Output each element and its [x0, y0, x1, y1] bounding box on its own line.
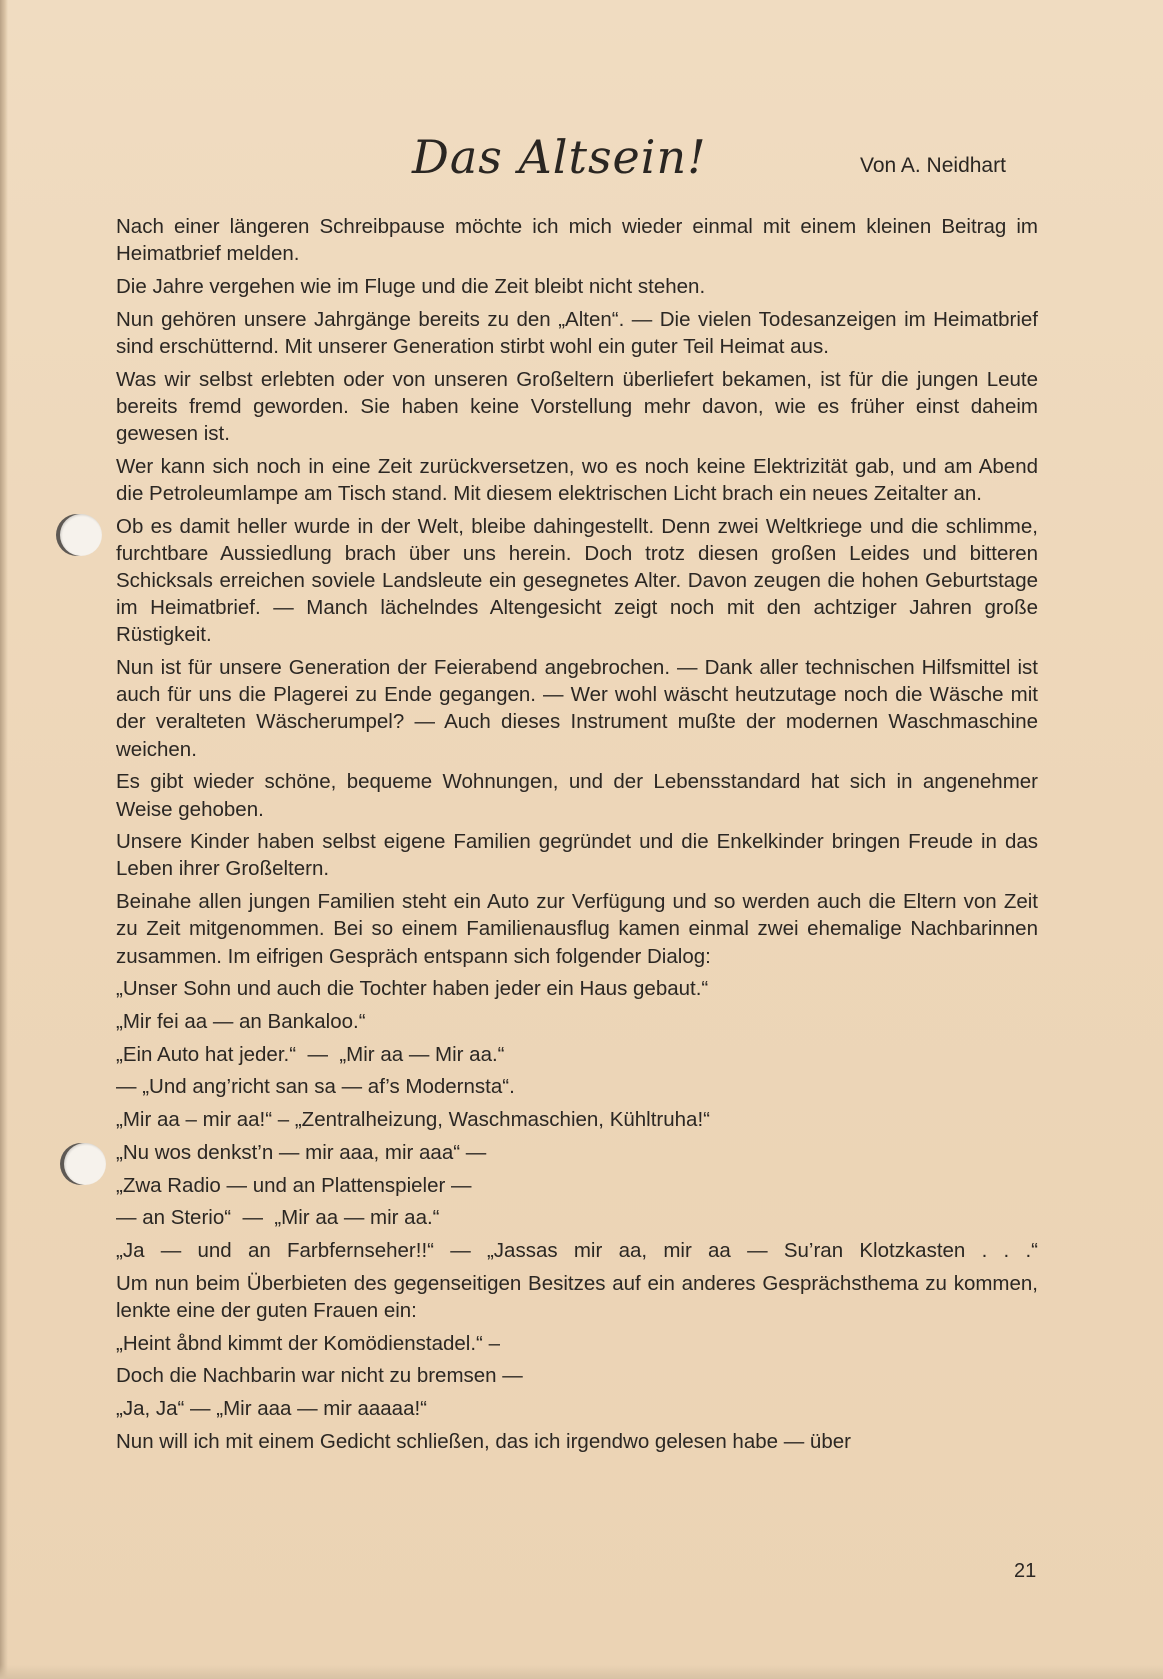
dialogue-line: — an Sterio“ — „Mir aa — mir aa.“	[116, 1206, 440, 1230]
dialogue-line: „Mir fei aa — an Bankaloo.“	[116, 1009, 366, 1033]
article-title: Das Altsein!	[412, 130, 707, 184]
paragraph: Was wir selbst erlebten oder von unseren Großeltern überliefert bekamen, ist für die jungen Leute bereits fremd geworden. Sie haben keine Vorstellung mehr davon, wie es früher einst daheim gewesen ist.	[116, 367, 1038, 445]
paragraph: Um nun beim Überbieten des gegenseitigen Besitzes auf ein anderes Gesprächsthema zu kommen, lenkte eine der guten Frauen ein:	[116, 1271, 1038, 1322]
dialogue-line: — „Und ang’richt san sa — af’s Modernsta“.	[116, 1075, 515, 1099]
paragraph: Die Jahre vergehen wie im Fluge und die Zeit bleibt nicht stehen.	[116, 274, 706, 298]
binding-edge	[0, 0, 8, 1679]
paragraph: Nun gehören unsere Jahrgänge bereits zu den „Alten“. — Die vielen Todesanzeigen im Heimatbrief sind erschütternd. Mit unserer Generation stirbt wohl ein guter Teil Heimat aus.	[116, 307, 1038, 358]
paragraph: Wer kann sich noch in eine Zeit zurückversetzen, wo es noch keine Elektrizität gab, und am Abend die Petroleumlampe am Tisch stand. Mit diesem elektrischen Licht brach ein neues Zeitalter an.	[116, 454, 1038, 505]
paragraph: Nun will ich mit einem Gedicht schließen, das ich irgendwo gelesen habe — über	[116, 1429, 851, 1453]
paragraph: Nun ist für unsere Generation der Feierabend angebrochen. — Dank aller technischen Hilfsmittel ist auch für uns die Plagerei zu Ende gegangen. — Wer wohl wäscht heutzutage noch die Wäsche mit der veralteten Wäscherumpel? — Auch dieses Instrument mußte der modernen Waschmaschine weichen.	[116, 656, 1038, 761]
page-bottom-edge	[0, 1665, 1163, 1679]
title-line	[0, 130, 1163, 200]
punch-hole	[60, 514, 102, 556]
punch-hole	[64, 1143, 106, 1185]
paragraph: Beinahe allen jungen Familien steht ein Auto zur Verfügung und so werden auch die Eltern von Zeit zu Zeit mitgenommen. Bei so einem Familienausflug kamen einmal zwei ehemalige Nachbarinnen zusammen. Im eifrigen Gespräch entspann sich folgender Dialog:	[116, 890, 1038, 968]
dialogue-line: „Mir aa – mir aa!“ – „Zentralheizung, Waschmaschien, Kühltruha!“	[116, 1108, 710, 1132]
paragraph: Nach einer längeren Schreibpause möchte ich mich wieder einmal mit einem kleinen Beitrag im Heimatbrief melden.	[116, 215, 1038, 266]
paragraph: „Heint åbnd kimmt der Komödienstadel.“ –	[116, 1331, 500, 1355]
dialogue-line: „Zwa Radio — und an Plattenspieler —	[116, 1173, 472, 1197]
paragraph: „Ja, Ja“ — „Mir aaa — mir aaaaa!“	[116, 1396, 427, 1420]
author-byline: Von A. Neidhart	[860, 154, 1006, 177]
dialogue-line: „Ja — und an Farbfernseher!!“ — „Jassas mir aa, mir aa — Su’ran Klotzkasten . . .“	[116, 1238, 1038, 1262]
dialogue-line: „Unser Sohn und auch die Tochter haben jeder ein Haus gebaut.“	[116, 977, 709, 1001]
paragraph: Unsere Kinder haben selbst eigene Familien gegründet und die Enkelkinder bringen Freude in das Leben ihrer Großeltern.	[116, 830, 1038, 881]
paragraph: Ob es damit heller wurde in der Welt, bleibe dahingestellt. Denn zwei Weltkriege und die schlimme, furchtbare Aussiedlung brach über uns herein. Doch trotz diesen großen Leides und bitteren Schicksals erreichen soviele Landsleute ein gesegnetes Alter. Davon zeugen die hohen Geburtstage im Heimatbrief. — Manch lächelndes Altengesicht zeigt noch mit den achtziger Jahren große Rüstigkeit.	[116, 514, 1038, 647]
article-body	[116, 213, 1038, 1460]
dialogue-line: „Ein Auto hat jeder.“ — „Mir aa — Mir aa.“	[116, 1042, 505, 1066]
paragraph: Es gibt wieder schöne, bequeme Wohnungen, und der Lebensstandard hat sich in angenehmer Weise gehoben.	[116, 770, 1038, 821]
dialogue-line: „Nu wos denkst’n — mir aaa, mir aaa“ —	[116, 1140, 487, 1164]
paragraph: Doch die Nachbarin war nicht zu bremsen —	[116, 1364, 523, 1388]
page-number: 21	[1014, 1560, 1037, 1582]
